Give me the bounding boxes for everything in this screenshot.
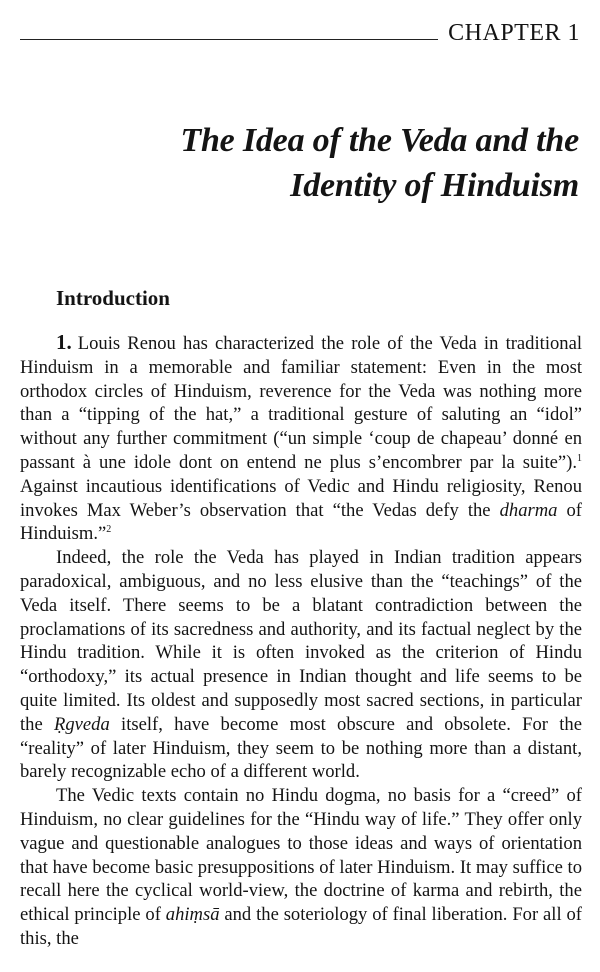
chapter-title-line-2: Identity of Hinduism	[290, 167, 579, 204]
italic-term-ahimsa: ahiṃsā	[165, 904, 220, 926]
chapter-rule	[20, 39, 438, 40]
chapter-title-line-1: The Idea of the Veda and the	[180, 122, 579, 159]
footnote-ref-1[interactable]: 1	[577, 452, 582, 464]
paragraph-number: 1.	[56, 330, 72, 354]
text-segment: The Vedic texts contain no Hindu dogma, no basis for a “creed” of Hinduism, no clear guidelines for the “Hindu way of life.” They offer only vague and questionable analogues to those ideas and ways of orientation that have become basic presuppositions of later Hinduism. It may suffice to recall here the cyclical world-view, the doctrine of karma and rebirth, the ethical principle of	[20, 785, 582, 926]
chapter-header	[20, 18, 580, 48]
body-text	[20, 331, 582, 951]
text-segment: itself, have become most obscure and obsolete. For the “reality” of later Hinduism, they seem to be nothing more than a distant, barely recognizable echo of a different world.	[20, 713, 582, 783]
chapter-title	[180, 118, 579, 208]
paragraph-2	[20, 546, 582, 784]
section-heading: Introduction	[56, 286, 170, 310]
paragraph-3	[20, 784, 582, 951]
text-segment: of Hinduism.”	[20, 499, 582, 545]
text-segment: Indeed, the role the Veda has played in Indian tradition appears paradoxical, ambiguous, and no less elusive than the “teachings” of the Veda itself. There seems to be a blatant contradiction between the proclamations of its sacredness and authority, and its factual neglect by the Hindu tradition. While it is often invoked as the criterion of Hindu “orthodoxy,” its actual presence in Indian thought and life seems to be quite limited. Its oldest and supposedly most sacred sections, in particular the	[20, 547, 582, 735]
italic-term-dharma: dharma	[499, 499, 558, 521]
footnote-ref-2[interactable]: 2	[106, 524, 112, 536]
text-segment: and the soteriology of final liberation. For all of this, the	[20, 904, 582, 949]
text-segment: Louis Renou has characterized the role of the Veda in traditional Hinduism in a memorable and familiar statement: Even in the most orthodox circles of Hinduism, reverence for the Veda was nothing more than a “tipping of the hat,” a traditional gesture of saluting an “idol” without any further commitment (“un simple ‘coup de chapeau’ donné en passant à une idole dont on entend ne plus s’encombrer par la suite”).	[20, 333, 582, 473]
text-segment: Against incautious identifications of Vedic and Hindu religiosity, Renou invokes Max Weber’s observation that “the Vedas defy the	[20, 475, 582, 521]
italic-term-rgveda: Ṛgveda	[54, 713, 110, 735]
chapter-label: CHAPTER 1	[448, 20, 580, 46]
paragraph-1	[20, 331, 582, 546]
